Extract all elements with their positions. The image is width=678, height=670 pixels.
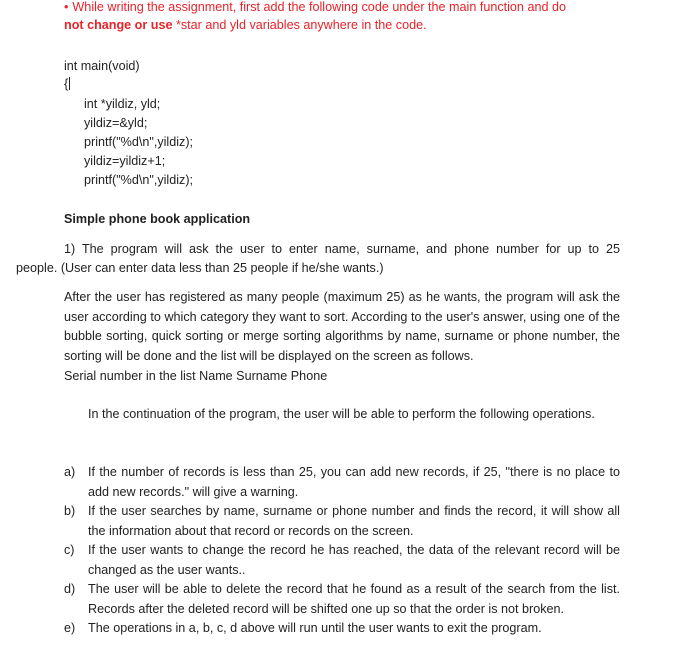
list-item-letter: d) <box>64 582 76 596</box>
list-item-text: If the number of records is less than 25, you can add new records, if 25, "there is no place to add new records." will give a warning. <box>88 465 620 499</box>
paragraph-3: In the continuation of the program, the user will be able to perform the following operations. <box>88 407 595 421</box>
code-line: yildiz=&yld; <box>84 116 148 130</box>
paragraph-1-line-2: people. (User can enter data less than 25 people if he/she wants.) <box>16 261 384 275</box>
instruction-emphasis: not change or use <box>64 18 173 32</box>
instruction-line-1 <box>64 0 566 17</box>
list-item-text: If the user wants to change the record he has reached, the data of the relevant record will be changed as the user wants.. <box>88 543 620 577</box>
code-line: yildiz=yildiz+1; <box>84 154 166 168</box>
code-line: printf("%d\n",yildiz); <box>84 135 194 149</box>
instruction-text-1: While writing the assignment, first add the following code under the main function and do <box>72 0 566 14</box>
list-item-text: If the user searches by name, surname or phone number and finds the record, it will show all the information about that record or records on the screen. <box>88 504 620 538</box>
section-title: Simple phone book application <box>64 212 251 226</box>
list-item-letter: b) <box>64 504 76 518</box>
paragraph-1-line-1: 1) The program will ask the user to enter name, surname, and phone number for up to 25 <box>64 242 620 256</box>
code-open-brace <box>64 75 70 94</box>
instruction-line-2 <box>64 16 427 35</box>
code-line: int *yildiz, yld; <box>84 97 161 111</box>
code-signature: int main(void) <box>64 59 140 73</box>
paragraph-2: After the user has registered as many people (maximum 25) as he wants, the program will ask the user according to which category they want to sort. According to the user's answer, using one of the bubble sorting, quick sorting or merge sorting algorithms by name, surname or phone number, the sorting will be done and the list will be displayed on the screen as follows. <box>64 290 620 363</box>
list-item-text: The user will be able to delete the record that he found as a result of the search from the list. Records after the deleted record will be shifted one up so that the order is not broken. <box>88 582 620 616</box>
list-item-letter: e) <box>64 621 76 635</box>
list-item-letter: c) <box>64 543 75 557</box>
open-brace: { <box>64 77 69 91</box>
list-item-letter: a) <box>64 465 76 479</box>
code-line: printf("%d\n",yildiz); <box>84 173 194 187</box>
paragraph-2-last-line: Serial number in the list Name Surname Phone <box>64 369 328 383</box>
text-cursor-icon <box>69 77 70 90</box>
bullet-icon: • <box>64 0 69 14</box>
instruction-text-2: *star and yld variables anywhere in the code. <box>172 18 427 32</box>
list-item-text: The operations in a, b, c, d above will run until the user wants to exit the program. <box>88 621 542 635</box>
